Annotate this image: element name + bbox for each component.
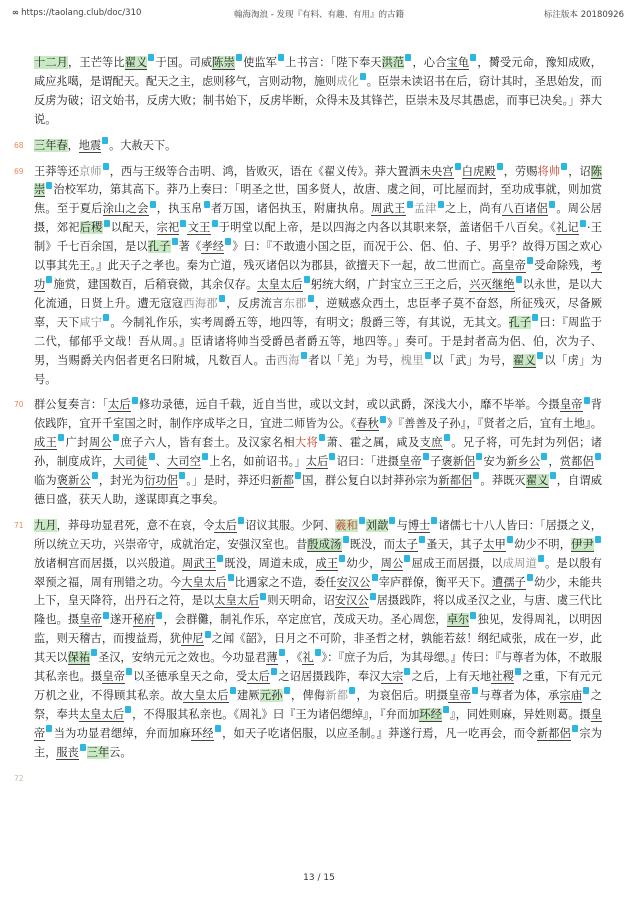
annotated-term[interactable]: 翟义	[513, 353, 537, 367]
annotated-term[interactable]: 成化	[336, 74, 359, 88]
text-run: 以「虏」为号。	[34, 353, 602, 386]
annotation-tag-icon[interactable]	[339, 555, 345, 562]
page-header	[0, 0, 638, 26]
annotation-tag-icon[interactable]	[125, 706, 131, 713]
version-label: 标注版本 20180926	[544, 10, 624, 20]
annotation-tag-icon[interactable]	[180, 220, 186, 227]
annotation-tag-icon[interactable]	[103, 314, 109, 321]
annotated-term[interactable]: 陈崇	[212, 56, 235, 69]
annotated-term[interactable]: 地震	[78, 138, 102, 152]
text-run: 。莽既灭	[480, 474, 526, 488]
annotated-term[interactable]: 洪范	[381, 56, 405, 69]
annotation-tag-icon[interactable]	[515, 668, 521, 675]
text-run: 著《	[178, 240, 202, 254]
annotation-tag-icon[interactable]	[295, 472, 301, 479]
annotated-term[interactable]: 衍功侶	[144, 474, 179, 488]
annotation-tag-icon[interactable]	[284, 687, 290, 694]
paragraph-number[interactable]: 70	[14, 400, 24, 410]
paragraph	[14, 163, 602, 390]
annotated-term[interactable]: 槐里	[400, 353, 424, 367]
text-run: 诏议其服。少阿、	[244, 518, 336, 532]
annotation-tag-icon[interactable]	[470, 612, 476, 619]
text-run: 遂开	[109, 613, 133, 627]
paragraph-number[interactable]: 71	[14, 520, 24, 530]
annotated-term[interactable]: 社稷	[491, 670, 515, 684]
annotated-term[interactable]: 周武王	[371, 202, 406, 216]
annotation-tag-icon[interactable]	[103, 163, 109, 170]
text-run: 上名，如前诏书。」	[209, 455, 306, 469]
text-run: 临为	[34, 474, 57, 488]
annotation-tag-icon[interactable]	[304, 276, 310, 283]
annotation-tag-icon[interactable]	[550, 472, 556, 479]
text-run: 诏曰：「进摄	[336, 455, 400, 469]
annotation-tag-icon[interactable]	[156, 612, 162, 619]
text-run: 安为	[483, 455, 507, 469]
annotated-term[interactable]: 太后	[247, 670, 270, 684]
annotation-tag-icon[interactable]	[301, 352, 307, 359]
text-run: ，如天子吃诸侶服，以应圣制。』莽遂行焉，凡一吃再会，而令	[221, 726, 537, 740]
text-run: 宰庐群僚，衡平天下。	[378, 575, 493, 589]
annotation-tag-icon[interactable]	[46, 182, 52, 189]
annotated-term[interactable]: 宝龟	[446, 56, 470, 69]
annotated-term[interactable]: 未央宫	[419, 164, 454, 178]
text-run: 独见，发得周礼，以明因监，则天稽古，而捜益焉，犹	[34, 613, 602, 646]
text-run: 。今制礼作乐，实考周爵五等，地四等，有明文；殷爵三等，有其说，无其文。	[110, 315, 509, 329]
paragraph	[34, 54, 602, 130]
annotation-tag-icon[interactable]	[228, 574, 234, 581]
annotated-term[interactable]: 安汉公	[334, 594, 369, 608]
annotation-tag-icon[interactable]	[532, 314, 538, 321]
annotated-term[interactable]: 翟义	[124, 56, 148, 69]
annotation-tag-icon[interactable]	[343, 536, 349, 543]
text-run: 施赏，建国数百，后稍衰微，其余仅存。	[53, 277, 258, 291]
text-run: ，会群儺，制礼作乐，卒定庶官，茂成天功。圣心周您，	[163, 613, 447, 627]
document-body	[14, 54, 602, 791]
annotation-tag-icon[interactable]	[595, 536, 601, 543]
annotated-term[interactable]: 大司空	[167, 455, 202, 469]
text-run: 云。	[109, 745, 132, 759]
annotated-term[interactable]: 十二月	[34, 56, 69, 69]
annotated-term[interactable]: 新乡公	[506, 455, 541, 469]
annotated-term[interactable]: 新都侶	[438, 474, 473, 488]
annotated-term[interactable]: 八百诸侶	[502, 202, 549, 216]
annotation-tag-icon[interactable]	[425, 352, 431, 359]
text-run: ，莽母功显君死，意不在哀，令	[56, 518, 215, 532]
annotation-tag-icon[interactable]	[104, 220, 110, 227]
annotated-term[interactable]: 太皇太后	[79, 707, 125, 721]
annotation-tag-icon[interactable]	[444, 434, 450, 441]
annotated-term[interactable]: 考功	[34, 259, 602, 291]
text-run: 者万国，诸侶执玉，附庸执帛。	[210, 202, 372, 216]
text-run: ，不得服其私亲也。《周礼》曰『王为诸侶缌绰』，『弁而加	[132, 707, 420, 721]
text-run: 屈成王而居摄，以	[411, 556, 503, 570]
annotated-term[interactable]: 遭孺子	[492, 575, 526, 589]
annotation-tag-icon[interactable]	[58, 434, 64, 441]
text-run: ，劳赐	[503, 164, 538, 178]
text-run: 王莽等还	[34, 164, 80, 178]
annotation-tag-icon[interactable]	[308, 295, 314, 302]
text-run: 》曰：『不敢遗小国之臣，而况于公、侶、伯、子、男乎？故得万国之欢心以事其先王。』此天子之孝也。秦为亡道，残灭诸侶以为郡县，欲擅天下一起，故二世而亡。	[34, 240, 602, 273]
text-run: 』，同姓则麻，异姓则葛。摄	[449, 707, 591, 721]
annotated-term[interactable]: 太后	[305, 455, 329, 469]
annotated-term[interactable]: 西海郡	[183, 296, 218, 310]
text-run: 群公复奏言：「	[34, 398, 109, 412]
text-run: ，封光为	[98, 474, 145, 488]
annotation-tag-icon[interactable]	[372, 574, 378, 581]
infinity-logo-icon: ∞	[12, 8, 20, 18]
annotated-term[interactable]: 将帅	[537, 164, 561, 178]
text-run: ，诏	[568, 164, 591, 178]
annotated-term[interactable]: 太皇太后	[257, 277, 303, 291]
annotated-term[interactable]: 褒新公	[56, 474, 91, 488]
annotation-tag-icon[interactable]	[217, 555, 223, 562]
annotated-term[interactable]: 皇帝	[448, 689, 472, 702]
text-run: 。周公居摄，郊祀	[34, 202, 602, 235]
annotated-term[interactable]: 太皇太后	[214, 594, 260, 608]
paragraph-number[interactable]: 72	[14, 773, 24, 783]
annotation-tag-icon[interactable]	[580, 220, 586, 227]
annotation-tag-icon[interactable]	[205, 631, 211, 638]
annotated-term[interactable]: 九月	[34, 518, 57, 532]
text-run: 。大赦天下。	[109, 138, 177, 152]
annotated-term[interactable]: 大司徒	[113, 455, 148, 469]
text-run: 、	[155, 455, 168, 469]
annotation-tag-icon[interactable]	[225, 238, 231, 245]
text-run: 。是以殷有翠预之福，周有刑错之功。今	[34, 556, 602, 589]
text-run: 以永世，是以大化流通，日贤上升。遭无寇寇	[34, 277, 602, 310]
text-run: 之祭，奉共	[34, 689, 602, 721]
text-run: ，执玉帛	[156, 202, 203, 216]
annotated-term[interactable]: 兴灭继绝	[469, 277, 515, 291]
annotated-term[interactable]: 孟津	[413, 202, 437, 216]
text-run: ，为哀侶后。明摄	[356, 689, 449, 702]
text-run: 以配天，	[110, 221, 157, 235]
text-run: 广封	[65, 436, 89, 450]
annotation-tag-icon[interactable]	[80, 744, 86, 751]
annotated-term[interactable]: 赏都侶	[559, 455, 594, 469]
text-run: 诸儒七十八人皆曰：「居摄之义，所以统立天功，兴崇帝守，成就治定，安强汉室也。昔	[34, 518, 602, 551]
annotation-tag-icon[interactable]	[472, 687, 478, 694]
annotated-term[interactable]: 大将	[294, 436, 319, 450]
text-run: 庶子六人，皆有套土。及汉家名相	[120, 436, 295, 450]
paragraph	[14, 517, 602, 763]
annotation-tag-icon[interactable]	[126, 668, 132, 675]
page-number: 13 / 15	[303, 873, 335, 883]
annotated-term[interactable]: 大宗	[380, 670, 404, 684]
annotation-tag-icon[interactable]	[443, 706, 449, 713]
annotated-term[interactable]: 成王	[34, 436, 58, 450]
text-run: 比遇家之不造，委任	[234, 575, 337, 589]
annotated-term[interactable]: 羲和	[335, 518, 358, 532]
text-run: 幼少不明，	[514, 537, 572, 551]
paragraph-number[interactable]: 68	[14, 140, 24, 150]
annotated-term[interactable]: 皇帝	[559, 398, 583, 412]
text-run: 宗为主，	[34, 726, 602, 759]
text-run: 修功录德，远自千载，近自当世，或以文封，或以武爵，深浅大小，靡不毕举。今摄	[138, 398, 560, 412]
annotation-tag-icon[interactable]	[584, 397, 590, 404]
annotated-term[interactable]: 太甲	[483, 537, 506, 551]
annotation-tag-icon[interactable]	[359, 517, 365, 524]
annotated-term[interactable]: 周公	[380, 556, 404, 570]
annotated-term[interactable]: 太子	[395, 537, 419, 551]
text-run: 之闻《韶》，日月之不可阶，非圣哲之材，孰能若兹！纲纪咸张，成在一岁，此其天以	[34, 632, 602, 665]
text-run: 。臣崇未读诏书在后，窃计其时，圣思始发，而反虏为破；诏文始书，反虏大败；制书始下，反虏毕断，众得未及其锋芒，臣崇未及尽其愚虑，而事已决矣。」莽大说。	[34, 74, 602, 126]
annotated-term[interactable]: 元孙	[259, 689, 283, 702]
annotation-tag-icon[interactable]	[473, 472, 479, 479]
annotated-term[interactable]: 咸宁	[79, 315, 103, 329]
annotated-term[interactable]: 孔子	[147, 240, 171, 254]
annotation-tag-icon[interactable]	[431, 517, 437, 524]
annotation-tag-icon[interactable]	[527, 257, 533, 264]
annotated-term[interactable]: 皇帝	[34, 707, 602, 740]
text-run: ，	[548, 455, 560, 469]
annotated-term[interactable]: 保祐	[67, 651, 91, 665]
text-run: 曰：『周监于二代，郁郁乎文哉！吾从周。』臣请诸将帅当受爵邑者爵五等，地四等。」奏可。于是封者高为侶、伯，次为子、男，当赐爵关内侶者更名曰附城，凡数百人。击	[34, 315, 602, 367]
annotated-term[interactable]: 皇帝	[399, 455, 422, 469]
annotated-term[interactable]: 殷成汤	[307, 537, 342, 551]
annotation-tag-icon[interactable]	[148, 54, 154, 61]
annotation-tag-icon[interactable]	[423, 453, 429, 460]
annotation-tag-icon[interactable]	[389, 517, 395, 524]
annotated-term[interactable]: 礼	[302, 651, 314, 665]
text-run: 萧、霍之属，咸及	[326, 436, 420, 450]
annotation-tag-icon[interactable]	[407, 201, 413, 208]
annotation-tag-icon[interactable]	[150, 201, 156, 208]
annotation-tag-icon[interactable]	[349, 687, 355, 694]
annotated-term[interactable]: 仲尼	[181, 632, 204, 646]
annotated-term[interactable]: 支庶	[419, 436, 443, 450]
annotation-tag-icon[interactable]	[541, 453, 547, 460]
paragraph	[14, 137, 602, 156]
paragraph	[14, 770, 602, 784]
annotation-tag-icon[interactable]	[113, 434, 119, 441]
annotated-term[interactable]: 高皇帝	[492, 259, 527, 273]
annotation-tag-icon[interactable]	[360, 73, 366, 80]
annotation-tag-icon[interactable]	[179, 472, 185, 479]
text-run: ，自谓威德日盛，获天人助，遂谋即真之事矣。	[34, 474, 602, 506]
annotation-tag-icon[interactable]	[470, 54, 476, 61]
text-run: ，王芒等比	[68, 56, 125, 69]
annotated-term[interactable]: 新都侶	[536, 726, 572, 740]
annotated-term[interactable]: 皇帝	[102, 670, 126, 684]
text-run: 以「武」为号，	[431, 353, 514, 367]
annotated-term[interactable]: 成周道	[502, 556, 537, 570]
annotation-tag-icon[interactable]	[419, 536, 425, 543]
annotation-tag-icon[interactable]	[91, 649, 97, 656]
text-run: 之上，尚有	[444, 202, 503, 216]
annotated-term[interactable]: 文王	[187, 221, 211, 235]
text-run: 圣汉，安纳元元之效也。今功显君	[98, 651, 267, 665]
text-run: 既没，而	[349, 537, 396, 551]
annotation-tag-icon[interactable]	[102, 137, 108, 144]
text-run: ，俾侮	[290, 689, 326, 702]
text-run: ，《	[285, 651, 303, 665]
annotation-tag-icon[interactable]	[572, 725, 578, 732]
text-run: 躬统大纲，广封宝立三王之后，	[310, 277, 470, 291]
text-run: ，反虏流言	[225, 296, 284, 310]
text-run: 蚤天，其子	[426, 537, 484, 551]
text-run: 幼少，	[346, 556, 381, 570]
annotated-term[interactable]: 太后	[214, 518, 237, 532]
annotation-tag-icon[interactable]	[92, 472, 98, 479]
annotated-term[interactable]: 服丧	[56, 745, 79, 759]
annotation-tag-icon[interactable]	[537, 352, 543, 359]
url-text[interactable]: https://taolang.club/doc/310	[21, 8, 142, 18]
annotated-term[interactable]: 西海	[276, 353, 300, 367]
text-run: 》：『庶子为后，为其母缌。』传曰：『与尊者为体，不敢服其私亲也。摄	[34, 651, 602, 684]
annotated-term[interactable]: 周公	[88, 436, 113, 450]
paragraph	[14, 396, 602, 509]
annotated-term[interactable]: 环经	[419, 707, 442, 721]
text-run: 子	[429, 455, 442, 469]
annotated-term[interactable]: 后稷	[79, 221, 103, 235]
annotation-tag-icon[interactable]	[380, 416, 386, 423]
text-run: 国，群公复白以封莽孙宗为	[302, 474, 439, 488]
annotated-term[interactable]: 春秋	[356, 417, 379, 431]
annotation-tag-icon[interactable]	[230, 687, 236, 694]
annotated-term[interactable]: 白虎殿	[461, 164, 496, 178]
annotation-tag-icon[interactable]	[404, 555, 410, 562]
annotated-term[interactable]: 刘歆	[365, 518, 389, 532]
annotation-tag-icon[interactable]	[583, 687, 589, 694]
text-run: 者以「羌」为号，	[307, 353, 401, 367]
annotated-term[interactable]: 薄	[266, 651, 278, 665]
annotated-term[interactable]: 太后	[108, 398, 131, 412]
annotation-tag-icon[interactable]	[507, 536, 513, 543]
text-run: 受命除残，	[534, 259, 591, 273]
text-run: 则天明命，诏	[267, 594, 335, 608]
text-run: 治校军功，第其高下。莽乃上奏曰：「明圣之世，国多贤人，故唐、虞之间，可比屋而封，至功成事就，则加赏焦。至于夏后	[34, 183, 602, 216]
annotated-term[interactable]: 新都	[271, 474, 295, 488]
annotation-tag-icon[interactable]	[549, 201, 555, 208]
annotation-tag-icon[interactable]	[405, 54, 411, 61]
text-run: 放诸桐宫而居摄，以兴殷道。	[34, 556, 183, 570]
annotation-tag-icon[interactable]	[329, 453, 335, 460]
text-run: 以圣德承皇天之命，受	[133, 670, 248, 684]
annotation-tag-icon[interactable]	[212, 220, 218, 227]
annotated-term[interactable]: 安汉公	[336, 575, 371, 589]
annotated-term[interactable]: 环经	[190, 726, 214, 740]
annotated-term[interactable]: 成王	[315, 556, 339, 570]
annotated-term[interactable]: 孔子	[508, 315, 532, 329]
annotation-tag-icon[interactable]	[46, 725, 52, 732]
annotation-tag-icon[interactable]	[271, 668, 277, 675]
annotated-term[interactable]: 大皇太后	[182, 689, 229, 702]
text-run: 建厥	[236, 689, 260, 702]
annotation-tag-icon[interactable]	[132, 397, 138, 404]
text-run: 之后，上有天地	[411, 670, 492, 684]
text-run: 之重，下有元元万机之业，不得顾其私亲。故	[34, 670, 602, 702]
annotated-term[interactable]: 翟义	[525, 474, 549, 488]
text-run: 。」是时，莽还归	[186, 474, 272, 488]
text-run: ，膥受元命，豫知成败，咸应兆噶，是谓配天。配天之主，虑则移气，言则动物，施则	[34, 56, 602, 88]
annotation-tag-icon[interactable]	[238, 517, 244, 524]
text-run: ，逆贼惑众西土，忠臣孝子莫不奋怒，所征残灭，尽备厥辜，天下	[34, 296, 602, 329]
annotation-tag-icon[interactable]	[202, 453, 208, 460]
annotated-term[interactable]: 陈崇	[34, 164, 602, 197]
annotated-term[interactable]: 宗庙	[559, 689, 583, 702]
annotated-term[interactable]: 三年春	[34, 138, 68, 152]
text-run: 之诏居摄践阼，奉汉	[278, 670, 381, 684]
text-run: 使监军	[242, 56, 278, 69]
annotated-term[interactable]: 宗祀	[156, 221, 180, 235]
annotation-tag-icon[interactable]	[46, 276, 52, 283]
annotation-tag-icon[interactable]	[278, 54, 284, 61]
annotation-tag-icon[interactable]	[476, 453, 482, 460]
annotated-term[interactable]: 褒新侶	[441, 455, 476, 469]
annotation-tag-icon[interactable]	[315, 649, 321, 656]
annotation-tag-icon[interactable]	[236, 54, 242, 61]
annotated-term[interactable]: 皇帝	[79, 613, 102, 627]
text-run: 既没，周道未成，	[224, 556, 316, 570]
annotated-term[interactable]: 孝经	[201, 240, 225, 254]
annotation-tag-icon[interactable]	[455, 163, 461, 170]
text-run: 。兄子将，可先封为列侶；诸孙，制度成许，	[34, 436, 602, 469]
annotated-term[interactable]: 涂山之会	[102, 202, 149, 216]
annotation-tag-icon[interactable]	[370, 593, 376, 600]
annotated-term[interactable]: 东郡	[283, 296, 307, 310]
annotated-term[interactable]: 伊尹	[571, 537, 594, 551]
text-run: 当为功显君缌绰，弁而加麻	[53, 726, 191, 740]
text-run: 》『善善及子孙』，『贤者之后，宜有土地』。	[386, 417, 602, 431]
text-run: 与尊者为体，承	[479, 689, 560, 702]
annotated-term[interactable]: 三年	[86, 745, 110, 759]
annotation-tag-icon[interactable]	[260, 593, 266, 600]
annotated-term[interactable]: 博士	[407, 518, 431, 532]
annotation-tag-icon[interactable]	[538, 555, 544, 562]
annotated-term[interactable]: 新都	[325, 689, 349, 702]
text-run: 于明堂以配上帝，是以四海之内各以其职来祭，盖诸侶千八百矣。《	[218, 221, 557, 235]
annotation-tag-icon[interactable]	[527, 574, 533, 581]
annotated-term[interactable]: 周武王	[182, 556, 217, 570]
annotation-tag-icon[interactable]	[319, 434, 325, 441]
site-title: 翰海淘浪 - 发现『有料、有趣、有用』的古籍	[234, 10, 404, 20]
text-run: ，心合	[412, 56, 447, 69]
annotated-term[interactable]: 礼记	[556, 221, 579, 235]
annotation-tag-icon[interactable]	[516, 276, 522, 283]
annotated-term[interactable]: 京师	[79, 164, 102, 178]
annotation-tag-icon[interactable]	[204, 201, 210, 208]
annotation-tag-icon[interactable]	[149, 453, 155, 460]
text-run: 背依践阼，宜开千室国之时，制作序成毕之日，宜进二师皆为公。《	[34, 398, 602, 431]
annotation-tag-icon[interactable]	[497, 163, 503, 170]
text-run: ·王制》千七百余国，是以	[34, 221, 602, 254]
text-run: 与	[396, 518, 408, 532]
annotated-term[interactable]: 秘府	[132, 613, 156, 627]
text-run: 上书言：「陛下奉天	[285, 56, 382, 69]
annotation-tag-icon[interactable]	[595, 453, 601, 460]
annotation-tag-icon[interactable]	[561, 163, 567, 170]
text-run: ，	[67, 138, 79, 152]
text-run: 于国。司威	[155, 56, 213, 69]
annotation-tag-icon[interactable]	[279, 649, 285, 656]
text-run: ，西与王级等合击明、鸿，皆败灭，语在《翟义传》。莽大置酒	[109, 164, 420, 178]
annotation-tag-icon[interactable]	[404, 668, 410, 675]
annotation-tag-icon[interactable]	[219, 295, 225, 302]
annotation-tag-icon[interactable]	[172, 238, 178, 245]
annotation-tag-icon[interactable]	[103, 612, 109, 619]
annotation-tag-icon[interactable]	[215, 725, 221, 732]
text-run: 幼少，未能共上下，皇天降符，出丹石之符，是以	[34, 575, 602, 608]
annotated-term[interactable]: 大皇太后	[181, 575, 227, 589]
annotation-tag-icon[interactable]	[438, 201, 444, 208]
annotated-term[interactable]: 卓尔	[446, 613, 470, 627]
text-run: 居摄践阼，将以成圣汉之业，与唐、虞三代比隆也。摄	[34, 594, 602, 627]
paragraph-number[interactable]: 69	[14, 166, 24, 176]
